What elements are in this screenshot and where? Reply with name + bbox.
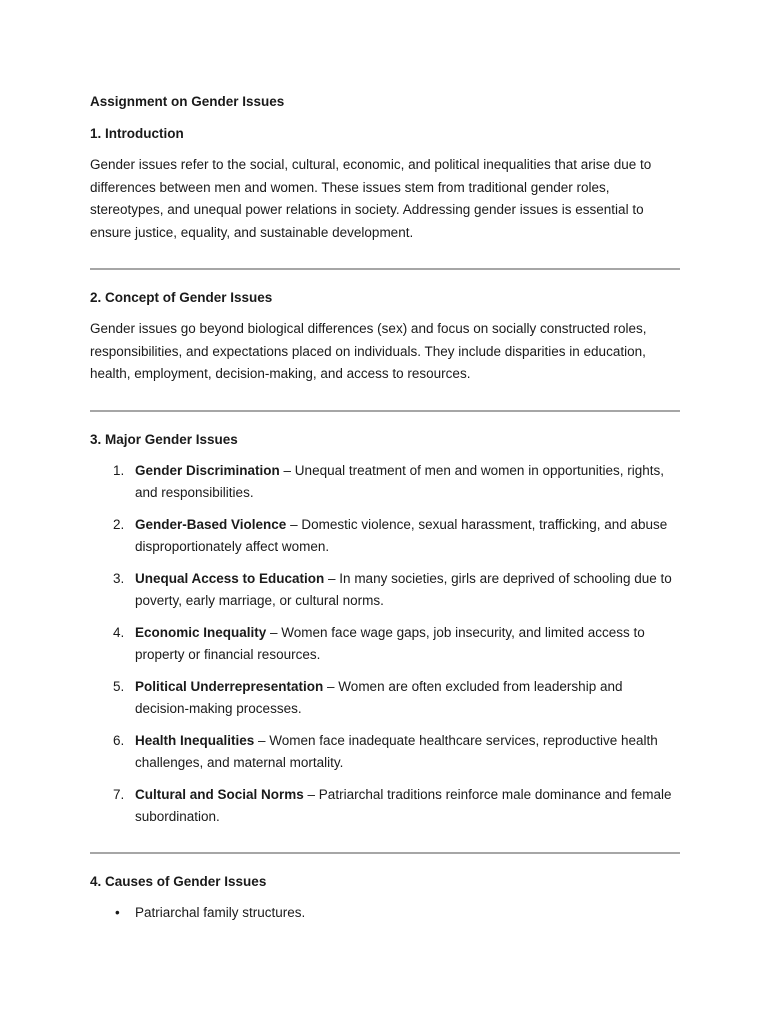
section-divider [90, 268, 680, 270]
list-item-term: Gender-Based Violence [135, 516, 287, 532]
section-text-introduction: Gender issues refer to the social, cultural, economic, and political inequalities that arise due to differences between men and women. These issues stem from traditional gender roles, stereotypes, and unequal power relations in society. Addressing gender issues is essential to ensure justice, equality, and sustainable development. [90, 157, 652, 240]
list-item [90, 568, 680, 612]
list-item-description: – Women are often excluded from leadership and decision-making processes. [135, 678, 623, 716]
list-item-description: – Domestic violence, sexual harassment, trafficking, and abuse disproportionately affect women. [135, 516, 668, 554]
section-divider [90, 410, 680, 412]
list-item-number: 7. [113, 786, 125, 802]
list-item-description: – Patriarchal traditions reinforce male dominance and female subordination. [135, 786, 672, 824]
list-item-description: – Women face inadequate healthcare services, reproductive health challenges, and maternal mortality. [135, 732, 658, 770]
section-heading-major-issues: 3. Major Gender Issues [90, 431, 238, 447]
causes-list [90, 902, 680, 924]
list-item [90, 784, 680, 828]
list-item-description: – Women face wage gaps, job insecurity, and limited access to property or financial resources. [135, 624, 645, 662]
list-item-number: 5. [113, 678, 125, 694]
list-item-term: Cultural and Social Norms [135, 786, 304, 802]
list-item-term: Health Inequalities [135, 732, 255, 748]
list-item-text: Patriarchal family structures. [135, 904, 306, 920]
list-item-term: Political Underrepresentation [135, 678, 324, 694]
list-item [90, 902, 680, 924]
document-page [90, 92, 680, 924]
section-text-concept: Gender issues go beyond biological differences (sex) and focus on socially constructed roles, responsibilities, and expectations placed on individuals. They include disparities in education, health, employment, decision-making, and access to resources. [90, 321, 647, 381]
section-heading-concept: 2. Concept of Gender Issues [90, 290, 273, 305]
document-title: Assignment on Gender Issues [90, 94, 285, 109]
bullet-icon: • [115, 904, 120, 920]
list-item-term: Gender Discrimination [135, 462, 280, 478]
section-heading-causes: 4. Causes of Gender Issues [90, 873, 267, 889]
section-divider [90, 852, 680, 854]
list-item-number: 1. [113, 462, 125, 478]
list-item [90, 514, 680, 558]
list-item-description: – In many societies, girls are deprived of schooling due to poverty, early marriage, or cultural norms. [135, 570, 672, 608]
list-item-number: 6. [113, 732, 125, 748]
list-item-description: – Unequal treatment of men and women in opportunities, rights, and responsibilities. [135, 462, 665, 500]
list-item [90, 622, 680, 666]
list-item-number: 3. [113, 570, 125, 586]
list-item [90, 676, 680, 720]
list-item-term: Unequal Access to Education [135, 570, 325, 586]
list-item [90, 730, 680, 774]
major-issues-list [90, 460, 680, 828]
section-heading-introduction: 1. Introduction [90, 126, 184, 141]
list-item-term: Economic Inequality [135, 624, 267, 640]
list-item-number: 2. [113, 516, 125, 532]
list-item-number: 4. [113, 624, 125, 640]
list-item [90, 460, 680, 504]
